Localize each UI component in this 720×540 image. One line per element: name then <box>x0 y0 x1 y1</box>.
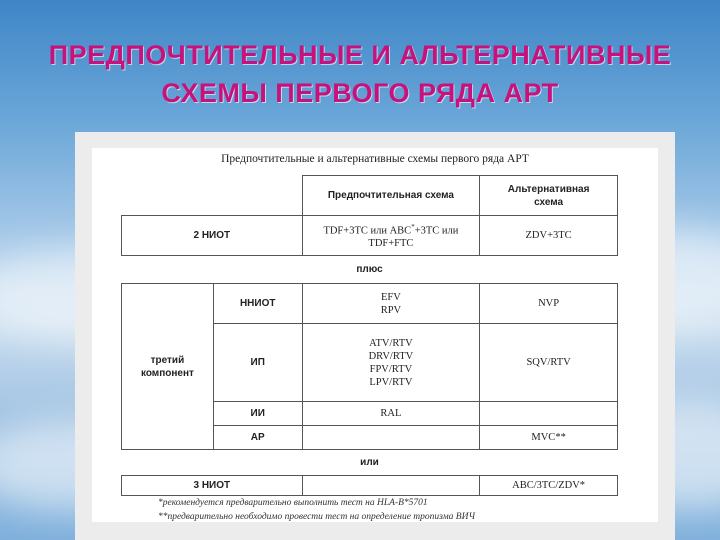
ar-label: АР <box>213 426 302 450</box>
header-row <box>122 176 618 216</box>
ar-alternative: MVC** <box>480 426 618 450</box>
plus-label: плюс <box>356 264 383 275</box>
pi-preferred-line: FPV/RTV <box>369 363 413 375</box>
third-component-label <box>122 284 214 450</box>
nnrti-label: ННИОТ <box>213 284 302 324</box>
header-alternative-line-1: Альтернативная <box>507 183 590 195</box>
third-component-line-1: третий <box>150 354 185 366</box>
nnrti-preferred-line-1: EFV <box>380 291 401 303</box>
nrti-row <box>122 216 618 256</box>
slide-title <box>0 36 720 112</box>
three-nrti-preferred <box>302 476 480 496</box>
ar-preferred <box>302 426 480 450</box>
nnrti-preferred-line-2: RPV <box>380 304 402 316</box>
art-regimens-table <box>121 175 618 496</box>
nrti-preferred-line-2: TDF+FTC <box>368 238 414 250</box>
nrti-alternative: ZDV+3TC <box>480 216 618 256</box>
three-nrti-label: 3 НИОТ <box>122 476 303 496</box>
ii-preferred: RAL <box>302 402 480 426</box>
document-page <box>92 148 658 522</box>
pi-preferred-line: LPV/RTV <box>369 376 413 388</box>
nnrti-preferred <box>302 284 480 324</box>
table-caption: Предпочтительные и альтернативные схемы первого ряда АРТ <box>221 153 529 165</box>
slide-title-line-1: ПРЕДПОЧТИТЕЛЬНЫЕ И АЛЬТЕРНАТИВНЫЕ <box>48 40 672 70</box>
three-nrti-alternative: ABC/3TC/ZDV* <box>480 476 618 496</box>
or-row <box>122 450 618 476</box>
footnote-1: *рекомендуется предварительно выполнить тест на HLA-B*5701 <box>158 498 428 508</box>
header-alternative <box>480 176 618 216</box>
nrti-preferred-part-2: +3TC или <box>414 225 459 237</box>
nrti-label: 2 НИОТ <box>122 216 303 256</box>
header-alternative-line-2: схема <box>534 196 564 208</box>
ii-label: ИИ <box>213 402 302 426</box>
ii-alternative <box>480 402 618 426</box>
pi-preferred <box>302 324 480 402</box>
plus-row <box>122 256 618 284</box>
nrti-preferred-line-1 <box>307 221 476 238</box>
pi-label: ИП <box>213 324 302 402</box>
nnrti-row <box>122 284 618 324</box>
footnote-2: **предварительно необходимо провести тест на определение тропизма ВИЧ <box>158 512 476 522</box>
three-nrti-row <box>122 476 618 496</box>
slide-title-line-2: СХЕМЫ ПЕРВОГО РЯДА АРТ <box>161 78 559 108</box>
pi-preferred-line: ATV/RTV <box>369 337 413 349</box>
nrti-preferred-sup: * <box>411 222 415 231</box>
nrti-preferred-part-1: TDF+3TC или ABC <box>323 225 412 237</box>
third-component-line-2: компонент <box>140 367 194 379</box>
header-preferred: Предпочтительная схема <box>302 176 480 216</box>
pi-alternative: SQV/RTV <box>480 324 618 402</box>
pi-preferred-line: DRV/RTV <box>368 350 414 362</box>
nrti-preferred <box>302 216 480 256</box>
or-label: или <box>360 457 379 468</box>
nnrti-alternative: NVP <box>480 284 618 324</box>
